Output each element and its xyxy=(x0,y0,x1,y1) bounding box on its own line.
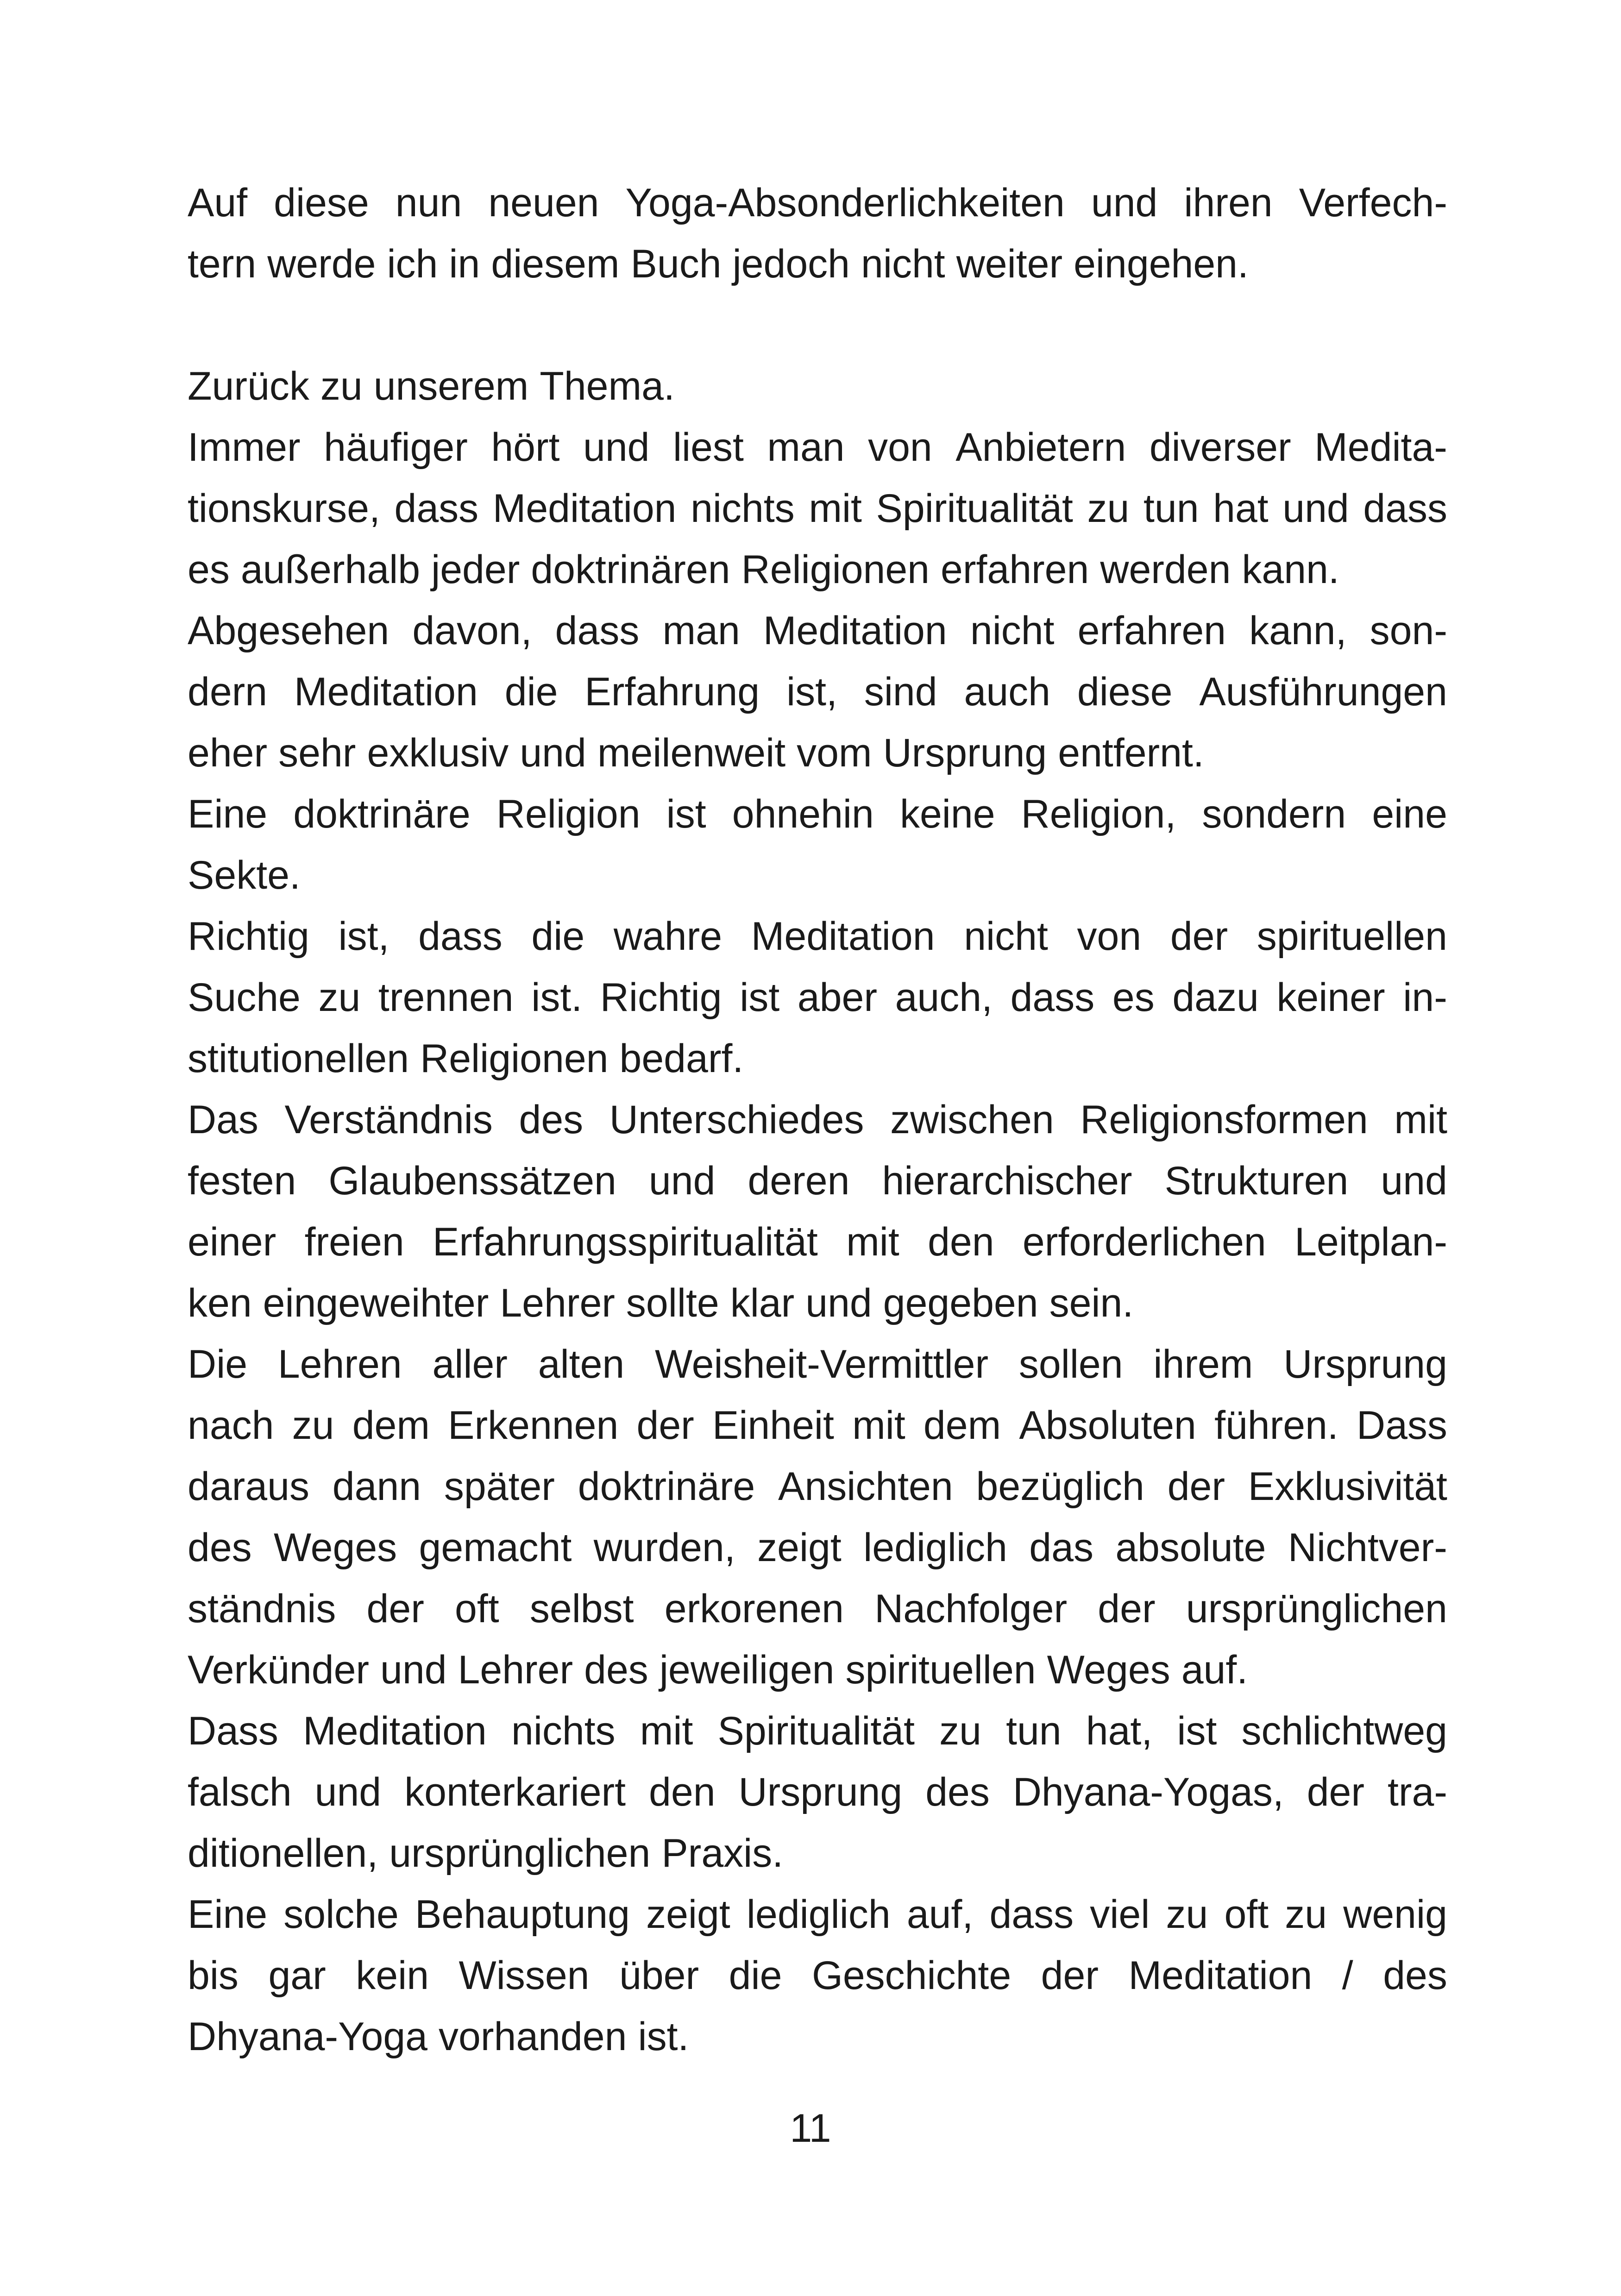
word: vorhanden xyxy=(439,2014,627,2059)
word: der xyxy=(366,1587,424,1631)
text-line xyxy=(188,1395,1447,1456)
text-line xyxy=(188,233,1447,295)
word: die xyxy=(504,670,558,714)
text-line xyxy=(188,539,1447,600)
word: exklusiv xyxy=(367,731,509,775)
word: Weges xyxy=(274,1525,397,1570)
word: falsch xyxy=(188,1770,292,1814)
word: Ansichten xyxy=(778,1464,953,1509)
word: ursprünglichen xyxy=(1186,1587,1447,1631)
word: hat xyxy=(1213,486,1269,531)
word: tionskurse, xyxy=(188,486,380,531)
text-line xyxy=(188,661,1447,722)
word: Anbietern xyxy=(955,425,1126,470)
word: und xyxy=(380,1648,447,1692)
word: dass xyxy=(1010,975,1095,1020)
word: liest xyxy=(672,425,744,470)
text-line xyxy=(188,356,1447,417)
word: und xyxy=(1282,486,1349,531)
word: zeigt xyxy=(646,1892,730,1937)
word: davon, xyxy=(412,609,532,653)
word: bezüglich xyxy=(976,1464,1144,1509)
word: diese xyxy=(1077,670,1173,714)
word: Meditation xyxy=(763,609,947,653)
word: jeder xyxy=(431,547,520,592)
word: auch xyxy=(964,670,1050,714)
word: dann xyxy=(332,1464,421,1509)
word: daraus xyxy=(188,1464,309,1509)
word: Dass xyxy=(1356,1403,1447,1448)
text-line xyxy=(188,1456,1447,1517)
word: Zurück xyxy=(188,364,309,408)
word: alten xyxy=(538,1342,625,1386)
word: klar xyxy=(730,1281,795,1325)
word: ditionellen, xyxy=(188,1831,378,1876)
word: Strukturen xyxy=(1164,1159,1349,1203)
word: Exklusivität xyxy=(1248,1464,1447,1509)
word: zu xyxy=(292,1403,334,1448)
word: der xyxy=(1041,1953,1099,1998)
word: Behauptung xyxy=(415,1892,630,1937)
word: mit xyxy=(809,486,862,531)
word: Verfech- xyxy=(1299,181,1447,225)
word: doktrinäre xyxy=(293,792,471,836)
word: Religion, xyxy=(1021,792,1176,836)
word: und xyxy=(520,731,586,775)
word: wenig xyxy=(1343,1892,1447,1937)
word: ist xyxy=(740,975,780,1020)
text-line xyxy=(188,1700,1447,1762)
word: nichts xyxy=(691,486,795,531)
word: ihren xyxy=(1184,181,1273,225)
word: diese xyxy=(274,181,369,225)
word: die xyxy=(729,1953,782,1998)
word: ist. xyxy=(638,2014,689,2059)
word: ken xyxy=(188,1281,252,1325)
word: spirituellen xyxy=(845,1648,1036,1692)
word: dass xyxy=(555,609,640,653)
word: Lehrer xyxy=(500,1281,615,1325)
text-line xyxy=(188,600,1447,661)
word: Meditation xyxy=(492,486,677,531)
word: spirituellen xyxy=(1257,914,1447,959)
word: ursprünglichen xyxy=(389,1831,651,1876)
text-line xyxy=(188,1150,1447,1211)
word: nicht xyxy=(861,242,945,286)
word: Spiritualität xyxy=(717,1709,915,1753)
word: ist xyxy=(1177,1709,1217,1753)
word: Thema. xyxy=(540,364,675,408)
word: ständnis xyxy=(188,1587,336,1631)
word: der xyxy=(1098,1587,1156,1631)
word: Die xyxy=(188,1342,248,1386)
word: doktrinären xyxy=(531,547,730,592)
word: stitutionellen xyxy=(188,1036,409,1081)
text-line xyxy=(188,1578,1447,1639)
word: ist, xyxy=(338,914,390,959)
word: und xyxy=(805,1281,872,1325)
word: erfahren xyxy=(1077,609,1226,653)
blank-line xyxy=(188,295,1447,356)
word: dass xyxy=(418,914,503,959)
word: Religionsformen xyxy=(1080,1098,1368,1142)
word: / xyxy=(1342,1953,1353,1998)
word: des xyxy=(925,1770,990,1814)
word: ist, xyxy=(786,670,837,714)
word: zu xyxy=(1087,486,1130,531)
word: Wissen xyxy=(459,1953,590,1998)
word: außerhalb xyxy=(240,547,421,592)
word: Glaubenssätzen xyxy=(328,1159,616,1203)
word: auf, xyxy=(906,1892,974,1937)
word: Meditation xyxy=(294,670,478,714)
word: dem xyxy=(923,1403,1001,1448)
word: Lehren xyxy=(277,1342,402,1386)
word: der xyxy=(1307,1770,1365,1814)
word: meilenweit xyxy=(597,731,786,775)
word: später xyxy=(444,1464,555,1509)
word: und xyxy=(583,425,650,470)
word: kann. xyxy=(1242,547,1339,592)
word: von xyxy=(868,425,932,470)
word: sind xyxy=(864,670,937,714)
word: gemacht xyxy=(419,1525,572,1570)
word: Abgesehen xyxy=(188,609,390,653)
word: dern xyxy=(188,670,268,714)
word: Ausführungen xyxy=(1199,670,1447,714)
word: oft xyxy=(1224,1892,1269,1937)
word: nach xyxy=(188,1403,274,1448)
word: wurden, xyxy=(593,1525,735,1570)
word: tra- xyxy=(1387,1770,1447,1814)
word: ist xyxy=(666,792,706,836)
word: Praxis. xyxy=(661,1831,784,1876)
text-line xyxy=(188,1089,1447,1150)
word: diverser xyxy=(1149,425,1291,470)
word: zu xyxy=(939,1709,981,1753)
word: Immer xyxy=(188,425,301,470)
word: Geschichte xyxy=(811,1953,1012,1998)
word: konterkariert xyxy=(404,1770,626,1814)
word: bedarf. xyxy=(619,1036,744,1081)
word: ohnehin xyxy=(732,792,874,836)
word: über xyxy=(619,1953,699,1998)
word: der xyxy=(1167,1464,1225,1509)
word: lediglich xyxy=(863,1525,1007,1570)
word: eingehen. xyxy=(1074,242,1249,286)
word: Das xyxy=(188,1098,258,1142)
word: ist. xyxy=(531,975,583,1020)
word: wahre xyxy=(613,914,723,959)
word: Lehrer xyxy=(458,1648,573,1692)
word: Religionen xyxy=(420,1036,609,1081)
word: mit xyxy=(852,1403,905,1448)
word: eingeweihter xyxy=(263,1281,489,1325)
word: erforderlichen xyxy=(1022,1220,1266,1264)
word: und xyxy=(648,1159,716,1203)
word: Religion xyxy=(496,792,641,836)
word: auf. xyxy=(1181,1648,1248,1692)
word: erfahren xyxy=(941,547,1089,592)
word: keiner xyxy=(1276,975,1385,1020)
word: mit xyxy=(1394,1098,1447,1142)
word: ihrem xyxy=(1153,1342,1253,1386)
word: Erfahrungsspiritualität xyxy=(433,1220,818,1264)
word: Leitplan- xyxy=(1294,1220,1447,1264)
text-line xyxy=(188,172,1447,233)
word: zu xyxy=(320,364,363,408)
word: ich xyxy=(387,242,438,286)
word: selbst xyxy=(529,1587,634,1631)
word: viel xyxy=(1090,1892,1150,1937)
word: schlichtweg xyxy=(1241,1709,1447,1753)
word: doktrinäre xyxy=(578,1464,755,1509)
word: Medita- xyxy=(1314,425,1447,470)
word: des xyxy=(584,1648,648,1692)
word: zeigt xyxy=(757,1525,842,1570)
word: die xyxy=(531,914,585,959)
text-line xyxy=(188,1273,1447,1334)
body-text xyxy=(188,172,1447,2067)
word: jeweiligen xyxy=(659,1648,835,1692)
word: tern xyxy=(188,242,257,286)
word: es xyxy=(188,547,230,592)
word: häufiger xyxy=(324,425,468,470)
word: Dhyana-Yoga xyxy=(188,2014,428,2059)
word: den xyxy=(649,1770,716,1814)
word: Yoga-Absonderlichkeiten xyxy=(625,181,1065,225)
word: dazu xyxy=(1172,975,1259,1020)
word: hierarchischer xyxy=(882,1159,1132,1203)
word: es xyxy=(1112,975,1155,1020)
word: Erfahrung xyxy=(584,670,760,714)
text-line xyxy=(188,1334,1447,1395)
word: werden xyxy=(1100,547,1231,592)
word: Meditation xyxy=(303,1709,487,1753)
word: aller xyxy=(432,1342,508,1386)
text-line xyxy=(188,906,1447,967)
word: nicht xyxy=(970,609,1055,653)
word: und xyxy=(314,1770,382,1814)
word: sondern xyxy=(1202,792,1346,836)
word: Meditation xyxy=(751,914,935,959)
word: Absoluten xyxy=(1019,1403,1196,1448)
word: Ursprung xyxy=(1283,1342,1447,1386)
text-line xyxy=(188,784,1447,845)
word: kann, xyxy=(1249,609,1347,653)
word: eine xyxy=(1372,792,1447,836)
word: tun xyxy=(1143,486,1199,531)
word: tun xyxy=(1006,1709,1062,1753)
word: der xyxy=(1170,914,1228,959)
word: unserem xyxy=(373,364,529,408)
word: zu xyxy=(318,975,361,1020)
word: nicht xyxy=(964,914,1048,959)
word: jedoch xyxy=(732,242,850,286)
word: mit xyxy=(846,1220,899,1264)
word: sollte xyxy=(626,1281,719,1325)
word: man xyxy=(662,609,740,653)
text-line xyxy=(188,1762,1447,1823)
word: Unterschiedes xyxy=(609,1098,864,1142)
word: deren xyxy=(748,1159,850,1203)
page-number: 11 xyxy=(790,2106,831,2151)
word: neuen xyxy=(488,181,599,225)
word: Richtig xyxy=(600,975,722,1020)
word: erkorenen xyxy=(664,1587,844,1631)
word: Dass xyxy=(188,1709,278,1753)
word: von xyxy=(1077,914,1142,959)
word: des xyxy=(188,1525,252,1570)
word: und xyxy=(1381,1159,1447,1203)
word: dass xyxy=(989,1892,1074,1937)
text-line xyxy=(188,478,1447,539)
word: solche xyxy=(283,1892,399,1937)
word: Richtig xyxy=(188,914,309,959)
text-line xyxy=(188,1028,1447,1089)
word: in- xyxy=(1403,975,1447,1020)
word: dass xyxy=(394,486,479,531)
word: hört xyxy=(491,425,560,470)
word: hat, xyxy=(1086,1709,1153,1753)
text-line xyxy=(188,417,1447,478)
text-line xyxy=(188,1884,1447,1945)
word: kein xyxy=(356,1953,429,1998)
word: weiter xyxy=(956,242,1063,286)
word: eher xyxy=(188,731,268,775)
text-line xyxy=(188,1639,1447,1700)
word: werde xyxy=(267,242,376,286)
word: Weisheit-Vermittler xyxy=(655,1342,989,1386)
word: oft xyxy=(455,1587,499,1631)
word: Verständnis xyxy=(284,1098,493,1142)
word: zwischen xyxy=(890,1098,1054,1142)
word: Suche xyxy=(188,975,301,1020)
word: sehr xyxy=(278,731,356,775)
word: gegeben xyxy=(883,1281,1038,1325)
word: sollen xyxy=(1018,1342,1123,1386)
word: Sekte. xyxy=(188,853,301,897)
word: vom xyxy=(797,731,872,775)
word: Dhyana-Yogas, xyxy=(1012,1770,1284,1814)
text-line xyxy=(188,722,1447,784)
word: entfernt. xyxy=(1058,731,1204,775)
word: Weges xyxy=(1047,1648,1170,1692)
word: in xyxy=(449,242,480,286)
word: Eine xyxy=(188,792,268,836)
word: zu xyxy=(1166,1892,1208,1937)
word: man xyxy=(767,425,845,470)
word: Religionen xyxy=(741,547,930,592)
word: nun xyxy=(395,181,462,225)
text-line xyxy=(188,967,1447,1028)
word: Ursprung xyxy=(738,1770,903,1814)
word: des xyxy=(1383,1953,1447,1998)
word: Buch xyxy=(630,242,722,286)
word: mit xyxy=(640,1709,693,1753)
word: Verkünder xyxy=(188,1648,370,1692)
word: den xyxy=(928,1220,994,1264)
word: führen. xyxy=(1214,1403,1338,1448)
word: Auf xyxy=(188,181,248,225)
word: Erkennen xyxy=(448,1403,619,1448)
text-line xyxy=(188,2006,1447,2067)
text-line xyxy=(188,1517,1447,1578)
word: festen xyxy=(188,1159,296,1203)
word: Nachfolger xyxy=(874,1587,1068,1631)
word: son- xyxy=(1370,609,1447,653)
word: keine xyxy=(899,792,995,836)
text-line xyxy=(188,1211,1447,1273)
word: Einheit xyxy=(712,1403,834,1448)
word: und xyxy=(1091,181,1158,225)
word: sein. xyxy=(1049,1281,1134,1325)
word: nichts xyxy=(511,1709,616,1753)
word: auch, xyxy=(895,975,993,1020)
word: Eine xyxy=(188,1892,268,1937)
word: freien xyxy=(304,1220,404,1264)
word: des xyxy=(519,1098,584,1142)
text-line xyxy=(188,1823,1447,1884)
word: trennen xyxy=(378,975,514,1020)
word: bis xyxy=(188,1953,239,1998)
word: Ursprung xyxy=(883,731,1047,775)
word: dem xyxy=(352,1403,430,1448)
text-line xyxy=(188,1945,1447,2006)
word: Meditation xyxy=(1128,1953,1313,1998)
word: der xyxy=(636,1403,694,1448)
word: gar xyxy=(268,1953,326,1998)
word: absolute xyxy=(1115,1525,1266,1570)
word: Nichtver- xyxy=(1288,1525,1447,1570)
word: zu xyxy=(1285,1892,1327,1937)
word: diesem xyxy=(491,242,620,286)
word: dass xyxy=(1363,486,1447,531)
word: Spiritualität xyxy=(876,486,1073,531)
word: das xyxy=(1029,1525,1093,1570)
word: lediglich xyxy=(746,1892,891,1937)
word: aber xyxy=(797,975,877,1020)
text-line xyxy=(188,845,1447,906)
word: einer xyxy=(188,1220,276,1264)
